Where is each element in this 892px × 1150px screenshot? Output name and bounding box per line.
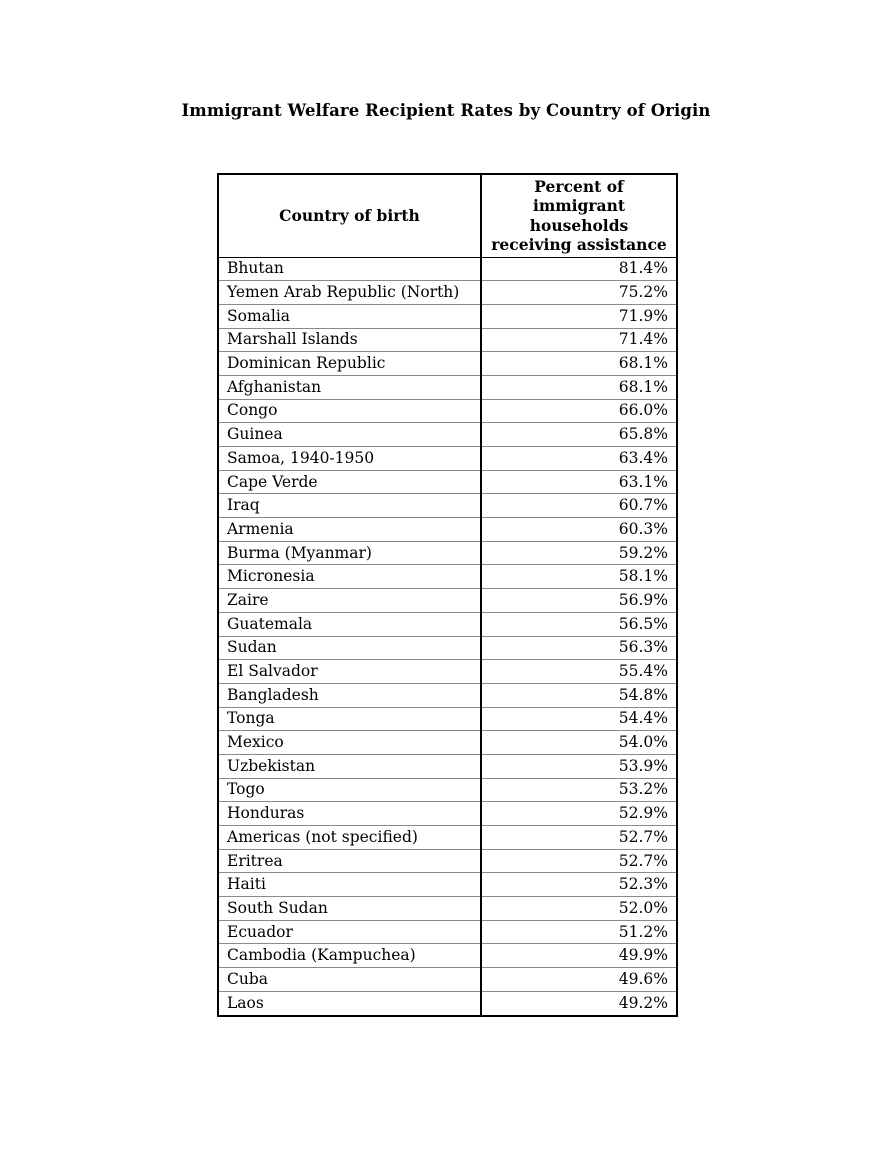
table-row [218,541,677,565]
percent-cell: 49.9% [481,944,677,968]
table-row [218,470,677,494]
table-row [218,565,677,589]
percent-cell: 54.4% [481,707,677,731]
table-row [218,518,677,542]
country-cell: Iraq [218,494,481,518]
percent-cell: 56.9% [481,589,677,613]
percent-cell: 54.0% [481,731,677,755]
country-cell: Guinea [218,423,481,447]
percent-cell: 71.4% [481,328,677,352]
table-row [218,447,677,471]
table-row [218,920,677,944]
percent-cell: 68.1% [481,375,677,399]
table-row [218,778,677,802]
page-title: Immigrant Welfare Recipient Rates by Country of Origin [181,101,711,120]
header-percent-assistance: Percent of immigrant households receiving assistance [481,174,677,257]
percent-cell: 52.3% [481,873,677,897]
percent-cell: 75.2% [481,281,677,305]
percent-cell: 49.6% [481,968,677,992]
country-cell: Cuba [218,968,481,992]
country-cell: Togo [218,778,481,802]
table-row [218,423,677,447]
table-row [218,636,677,660]
country-cell: Burma (Myanmar) [218,541,481,565]
table-row [218,683,677,707]
country-cell: Uzbekistan [218,754,481,778]
table-row [218,304,677,328]
percent-cell: 63.1% [481,470,677,494]
country-cell: South Sudan [218,897,481,921]
table-row [218,802,677,826]
percent-cell: 81.4% [481,257,677,281]
table-row [218,944,677,968]
country-cell: Tonga [218,707,481,731]
country-cell: Armenia [218,518,481,542]
table-row [218,399,677,423]
table-row [218,612,677,636]
percent-cell: 56.3% [481,636,677,660]
country-cell: Mexico [218,731,481,755]
table-row [218,352,677,376]
percent-cell: 53.9% [481,754,677,778]
table-row [218,707,677,731]
country-cell: Bangladesh [218,683,481,707]
table-row [218,897,677,921]
country-cell: Zaire [218,589,481,613]
percent-cell: 63.4% [481,447,677,471]
country-cell: Somalia [218,304,481,328]
welfare-rates-table [217,173,678,1017]
table-row [218,968,677,992]
percent-cell: 52.9% [481,802,677,826]
country-cell: Marshall Islands [218,328,481,352]
country-cell: Guatemala [218,612,481,636]
country-cell: Afghanistan [218,375,481,399]
percent-cell: 52.7% [481,826,677,850]
country-cell: Cambodia (Kampuchea) [218,944,481,968]
header-country-of-birth: Country of birth [218,174,481,257]
country-cell: Yemen Arab Republic (North) [218,281,481,305]
country-cell: Honduras [218,802,481,826]
percent-cell: 66.0% [481,399,677,423]
percent-cell: 49.2% [618,993,668,1012]
percent-cell: 56.5% [481,612,677,636]
country-cell: Congo [218,399,481,423]
country-cell: Americas (not specified) [218,826,481,850]
table-row [218,991,677,1015]
percent-cell: 55.4% [481,660,677,684]
percent-cell: 53.2% [481,778,677,802]
table-row [218,375,677,399]
percent-cell: 60.7% [481,494,677,518]
percent-cell: 58.1% [481,565,677,589]
table-body [218,257,677,1016]
percent-cell: 71.9% [481,304,677,328]
percent-cell: 59.2% [481,541,677,565]
percent-cell: 68.1% [481,352,677,376]
country-cell: Sudan [218,636,481,660]
table-row [218,849,677,873]
table-row [218,754,677,778]
country-cell: Ecuador [218,920,481,944]
table-row [218,731,677,755]
table-row [218,494,677,518]
country-cell: Laos [218,991,481,1015]
percent-cell: 52.0% [481,897,677,921]
country-cell: Dominican Republic [218,352,481,376]
country-cell: Cape Verde [218,470,481,494]
country-cell: Samoa, 1940-1950 [218,447,481,471]
percent-cell: 51.2% [481,920,677,944]
country-cell: Haiti [218,873,481,897]
country-cell: Micronesia [218,565,481,589]
country-cell: Eritrea [218,849,481,873]
header-row [218,174,677,257]
percent-cell: 54.8% [481,683,677,707]
percent-cell: 60.3% [481,518,677,542]
percent-cell: 65.8% [481,423,677,447]
percent-cell: 52.7% [481,849,677,873]
country-cell: El Salvador [218,660,481,684]
table-row [218,257,677,281]
table-row [218,660,677,684]
table-row [218,873,677,897]
country-cell: Bhutan [218,257,481,281]
table-row [218,589,677,613]
table-row [218,826,677,850]
table-row [218,328,677,352]
table-row [218,281,677,305]
